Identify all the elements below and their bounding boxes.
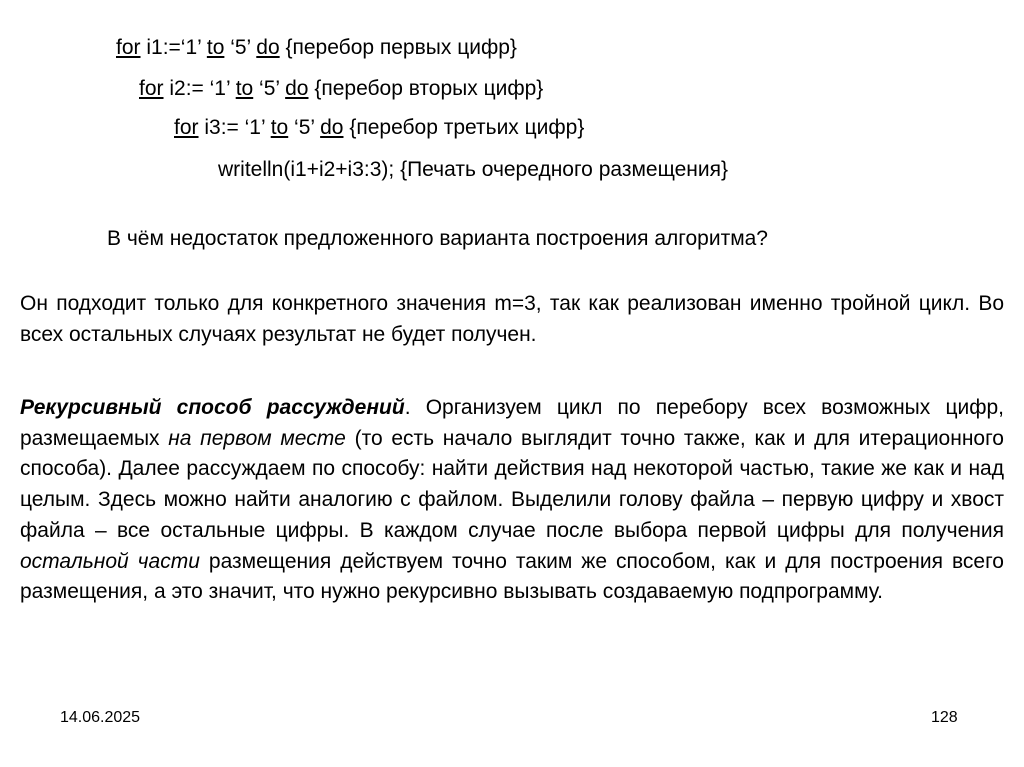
keyword-to: to: [270, 116, 289, 139]
code-text: i1:=‘1’: [140, 36, 207, 59]
code-comment: {перебор первых цифр}: [279, 36, 517, 59]
recursive-heading: Рекурсивный способ рассуждений: [20, 396, 405, 419]
paragraph-text: размещения действуем точно таким же способом, как и для построения всего размещения, а это значит, что нужно рекурсивно вызывать создаваемую подпрограмму.: [20, 549, 1004, 604]
code-text: ‘5’: [224, 36, 257, 59]
code-line-1: [116, 35, 517, 61]
footer-date: 14.06.2025: [60, 709, 141, 726]
keyword-do: do: [320, 116, 344, 139]
code-text: i2:= ‘1’: [163, 77, 236, 100]
code-line-2: [139, 76, 543, 102]
code-text: ‘5’: [288, 116, 321, 139]
keyword-do: do: [256, 36, 280, 59]
code-text: i3:= ‘1’: [198, 116, 271, 139]
paragraph-text: (то есть начало выглядит точно также, как и для итерационного способа). Далее рассуждаем по способу: найти действия над некоторой частью, такие же как и над целым. Здесь можно найти аналогию с файлом. Выделили голову файла – первую цифру и хвост файла – все остальные цифры. В каждом случае после выбора первой цифры для получения: [20, 426, 1004, 542]
code-line-3: [174, 115, 584, 141]
question-text: В чём недостаток предложенного варианта построения алгоритма?: [107, 227, 768, 250]
keyword-for: for: [174, 116, 199, 139]
answer-paragraph: Он подходит только для конкретного значения m=3, так как реализован именно тройной цикл. Во всех остальных случаях результат не будет получен.: [20, 292, 1004, 346]
footer-page-number: 128: [931, 709, 958, 726]
emphasis-first-place: на первом месте: [168, 426, 346, 450]
code-comment: {перебор третьих цифр}: [343, 116, 585, 139]
code-text: writelln(i1+i2+i3:3); {Печать очередного размещения}: [218, 158, 728, 181]
paragraph-text: . Организуем цикл по перебору всех возможных цифр, размещаемых: [20, 396, 1005, 450]
keyword-do: do: [285, 77, 309, 100]
keyword-for: for: [139, 77, 164, 100]
keyword-for: for: [116, 36, 141, 59]
keyword-to: to: [206, 36, 225, 59]
recursive-paragraph: [20, 393, 1004, 608]
keyword-to: to: [235, 77, 254, 100]
code-comment: {перебор вторых цифр}: [308, 77, 544, 100]
code-text: ‘5’: [253, 77, 286, 100]
code-line-4: [218, 157, 728, 183]
emphasis-rest-part: остальной части: [20, 549, 200, 573]
